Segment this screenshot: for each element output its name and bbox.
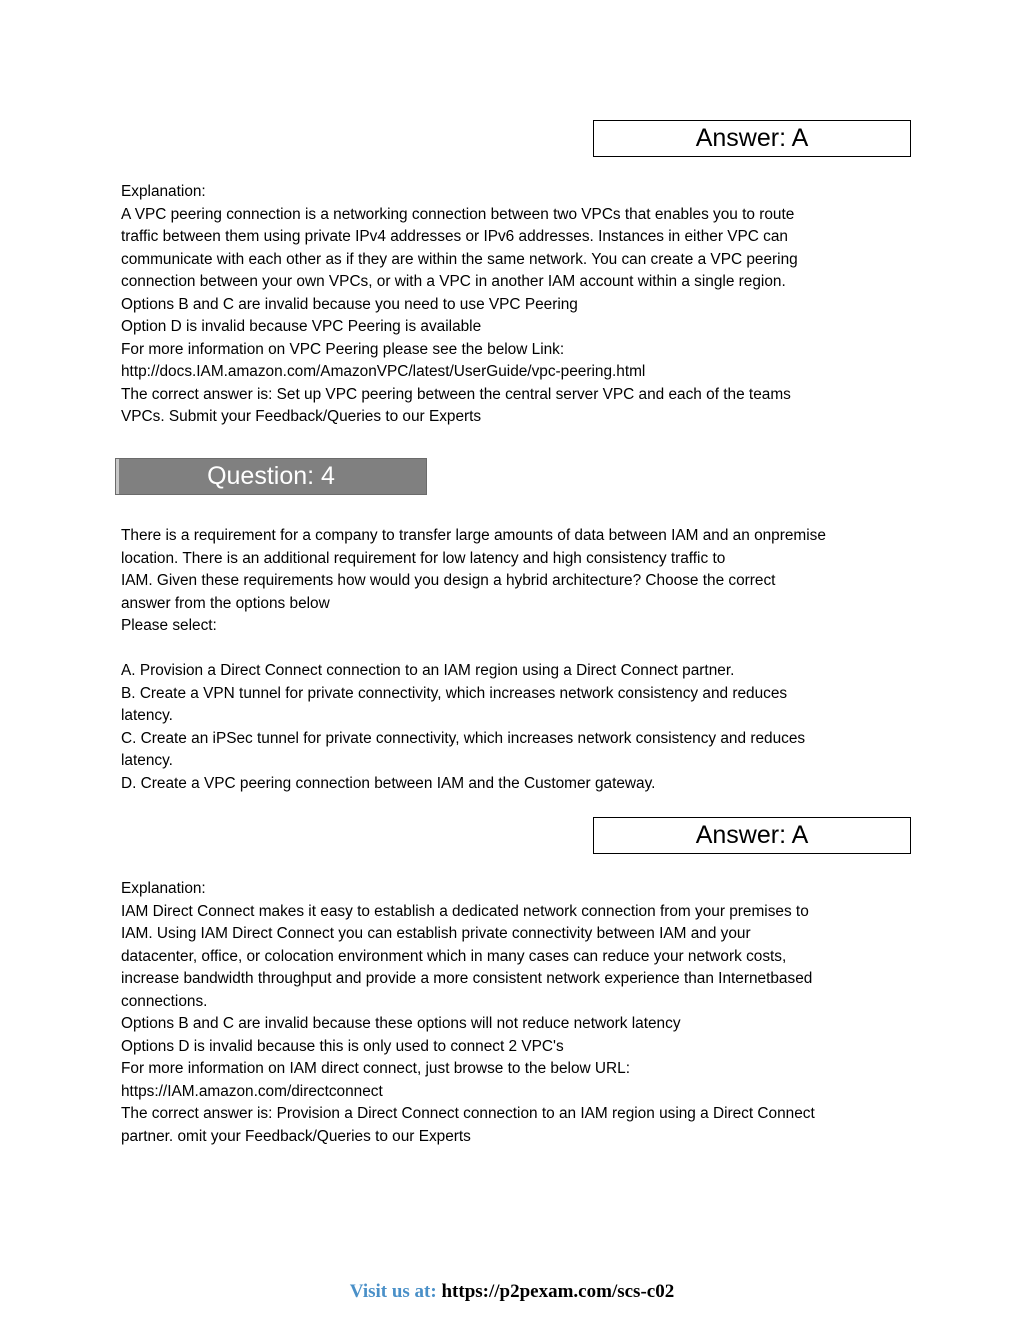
explanation-line: IAM Direct Connect makes it easy to establish a dedicated network connection from your premises to: [121, 902, 809, 920]
question-header: [115, 458, 427, 495]
question-text-line: IAM. Given these requirements how would you design a hybrid architecture? Choose the correct: [121, 572, 776, 589]
explanation-line: connection between your own VPCs, or with a VPC in another IAM account within a single region.: [121, 273, 786, 290]
explanation-line: communicate with each other as if they are within the same network. You can create a VPC peering: [121, 250, 798, 268]
explanation-line: Explanation:: [121, 183, 206, 200]
option-b-continued: latency.: [121, 707, 173, 724]
question-text-line: Please select:: [121, 617, 217, 634]
answer-box-1: [593, 120, 911, 157]
question-label: Question: 4: [207, 462, 335, 490]
option-d: D. Create a VPC peering connection between IAM and the Customer gateway.: [121, 774, 656, 792]
question-text-line: There is a requirement for a company to transfer large amounts of data between IAM and an onpremise: [121, 527, 826, 544]
explanation-line: The correct answer is: Set up VPC peering between the central server VPC and each of the teams: [121, 385, 791, 403]
explanation-line: increase bandwidth throughput and provide a more consistent network experience than Internetbased: [121, 970, 813, 987]
option-c: C. Create an iPSec tunnel for private connectivity, which increases network consistency and reduces: [121, 729, 806, 747]
explanation-line: Option D is invalid because VPC Peering is available: [121, 318, 482, 335]
explanation-line: Options B and C are invalid because you need to use VPC Peering: [121, 295, 578, 313]
question-text-line: answer from the options below: [121, 594, 330, 612]
explanation-line: For more information on IAM direct connect, just browse to the below URL:: [121, 1060, 630, 1077]
explanation-line: partner. omit your Feedback/Queries to our Experts: [121, 1127, 471, 1145]
explanation-line: connections.: [121, 992, 208, 1010]
explanation-line: Options D is invalid because this is only used to connect 2 VPC's: [121, 1037, 564, 1055]
answer-box-2: [593, 817, 911, 854]
explanation-line: datacenter, office, or colocation environment which in many cases can reduce your network costs,: [121, 947, 787, 965]
footer-label: Visit us at:: [349, 1281, 437, 1302]
explanation-link[interactable]: https://IAM.amazon.com/directconnect: [121, 1082, 383, 1100]
explanation-1: [121, 181, 921, 429]
answer-label: Answer: A: [695, 821, 809, 849]
answer-label: Answer: A: [695, 124, 809, 152]
explanation-link[interactable]: http://docs.IAM.amazon.com/AmazonVPC/latest/UserGuide/vpc-peering.html: [121, 363, 646, 380]
explanation-2: [121, 878, 921, 1148]
option-b: B. Create a VPN tunnel for private connectivity, which increases network consistency and reduces: [121, 684, 788, 702]
question-body: [121, 525, 921, 795]
footer-url-link[interactable]: https://p2pexam.com/scs-c02: [441, 1281, 675, 1302]
explanation-line: The correct answer is: Provision a Direct Connect connection to an IAM region using a Direct Connect: [121, 1105, 815, 1122]
explanation-line: traffic between them using private IPv4 addresses or IPv6 addresses. Instances in either VPC can: [121, 228, 788, 245]
explanation-line: Options B and C are invalid because these options will not reduce network latency: [121, 1015, 681, 1032]
explanation-line: Explanation:: [121, 880, 206, 897]
explanation-line: VPCs. Submit your Feedback/Queries to our Experts: [121, 408, 482, 425]
explanation-line: For more information on VPC Peering please see the below Link:: [121, 340, 565, 358]
footer: [0, 1281, 1024, 1303]
explanation-line: IAM. Using IAM Direct Connect you can establish private connectivity between IAM and your: [121, 925, 751, 942]
question-text-line: location. There is an additional requirement for low latency and high consistency traffic to: [121, 549, 726, 567]
option-c-continued: latency.: [121, 752, 173, 769]
option-a: A. Provision a Direct Connect connection to an IAM region using a Direct Connect partner.: [121, 662, 735, 679]
explanation-line: A VPC peering connection is a networking connection between two VPCs that enables you to route: [121, 205, 795, 223]
